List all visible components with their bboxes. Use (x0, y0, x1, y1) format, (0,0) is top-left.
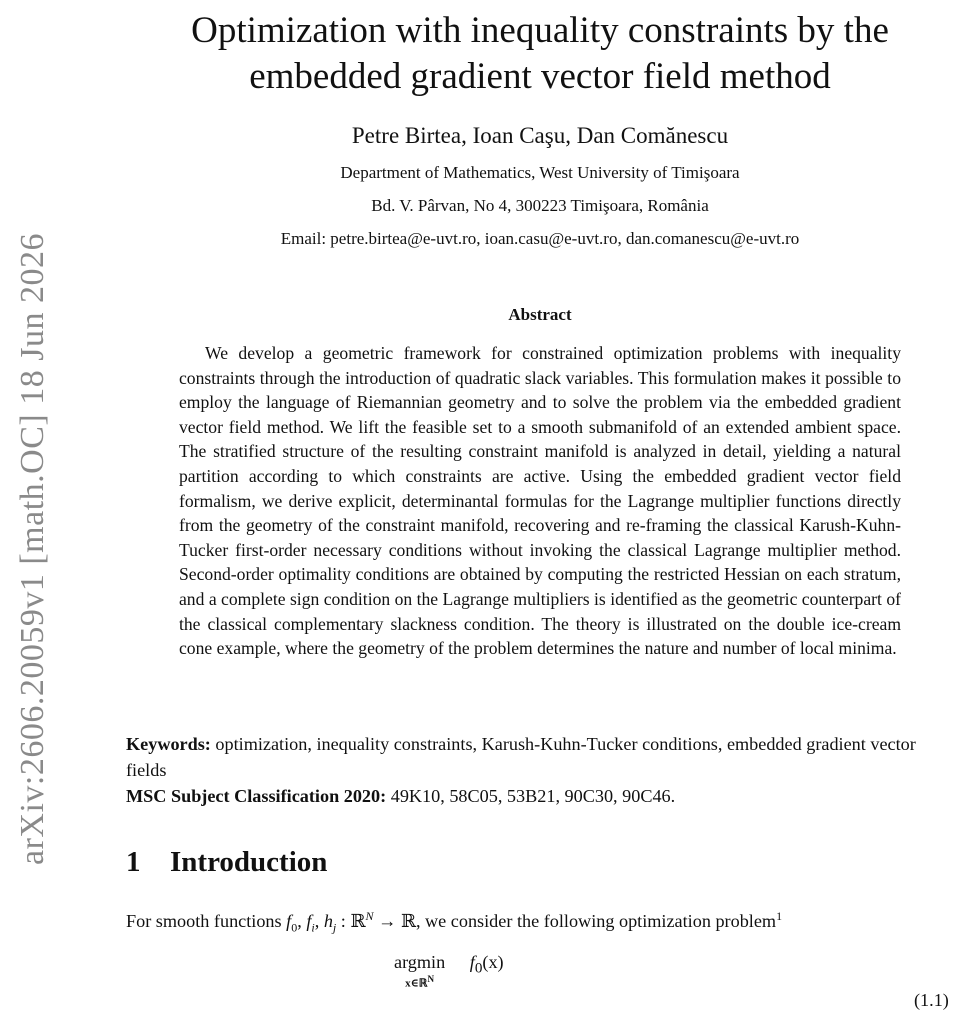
argmin-subscript: x∈ℝ$^N$ (405, 974, 435, 990)
affiliation-address: Bd. V. Pârvan, No 4, 300223 Timişoara, România (371, 196, 709, 215)
footnote-marker: 1 (776, 909, 783, 923)
author-emails: Email: petre.birtea@e-uvt.ro, ioan.casu@e-uvt.ro, dan.comanescu@e-uvt.ro (280, 229, 800, 248)
author-list: Petre Birtea, Ioan Caşu, Dan Comănescu (351, 123, 729, 148)
introduction-paragraph (126, 903, 966, 941)
section-title: Introduction (170, 846, 328, 878)
keywords-label: Keywords: (126, 734, 211, 754)
arxiv-identifier-stamp: arXiv:2606.20059v1 [math.OC] 18 Jun 2026 (14, 233, 51, 865)
argmin-label: argmin (394, 952, 446, 972)
title-line-2: embedded gradient vector field method (249, 56, 831, 97)
abstract-heading: Abstract (508, 305, 572, 324)
optimization-equation (394, 952, 504, 990)
msc-label: MSC Subject Classification 2020: (126, 786, 387, 806)
title-line-1: Optimization with inequality constraints by the (191, 10, 889, 51)
intro-text-after: , we consider the following optimization problem (415, 911, 777, 932)
affiliation-department: Department of Mathematics, West University of Timişoara (340, 163, 740, 182)
abstract-body: We develop a geometric framework for constrained optimization problems with inequality constraints through the introduction of quadratic slack variables. This formulation makes it possible to employ the language of Riemannian geometry and to solve the problem via the embedded gradient vector field method. We lift the feasible set to a smooth submanifold of an extended ambient space. The stratified structure of the resulting constraint manifold is analyzed in detail, yielding a natural partition according to which constraints are active. Using the embedded gradient vector field formalism, we derive explicit, determinantal formulas for the Lagrange multiplier functions directly from the geometry of the constraint manifold, recovering and re-framing the classical Karush-Kuhn-Tucker first-order necessary conditions without invoking the classical Lagrange multiplier method. Second-order optimality conditions are obtained by computing the restricted Hessian on each stratum, and a complete sign condition on the Lagrange multipliers is identified as the geometric counterpart of the classical complementary slackness condition. The theory is illustrated on the double ice-cream cone example, where the geometry of the problem determines the nature and number of local minima. (179, 343, 901, 659)
paper-title (126, 8, 954, 100)
argmin-operator (394, 952, 445, 990)
function-list-math: $f_0$, $f_i$, $h_j$ : ℝ$^N$ → ℝ (286, 909, 416, 935)
section-heading-introduction (126, 846, 327, 879)
keywords-block (126, 731, 958, 783)
msc-codes: 49K10, 58C05, 53B21, 90C30, 90C46. (390, 786, 676, 806)
keywords-text: optimization, inequality constraints, Karush-Kuhn-Tucker conditions, embedded gradient vector fields (126, 734, 916, 780)
intro-text-before: For smooth functions (126, 911, 287, 932)
equation-number: (1.1) (914, 990, 949, 1010)
msc-classification (126, 783, 958, 809)
objective-function: $f_0(x)$ (469, 952, 504, 977)
section-number: 1 (126, 846, 141, 878)
